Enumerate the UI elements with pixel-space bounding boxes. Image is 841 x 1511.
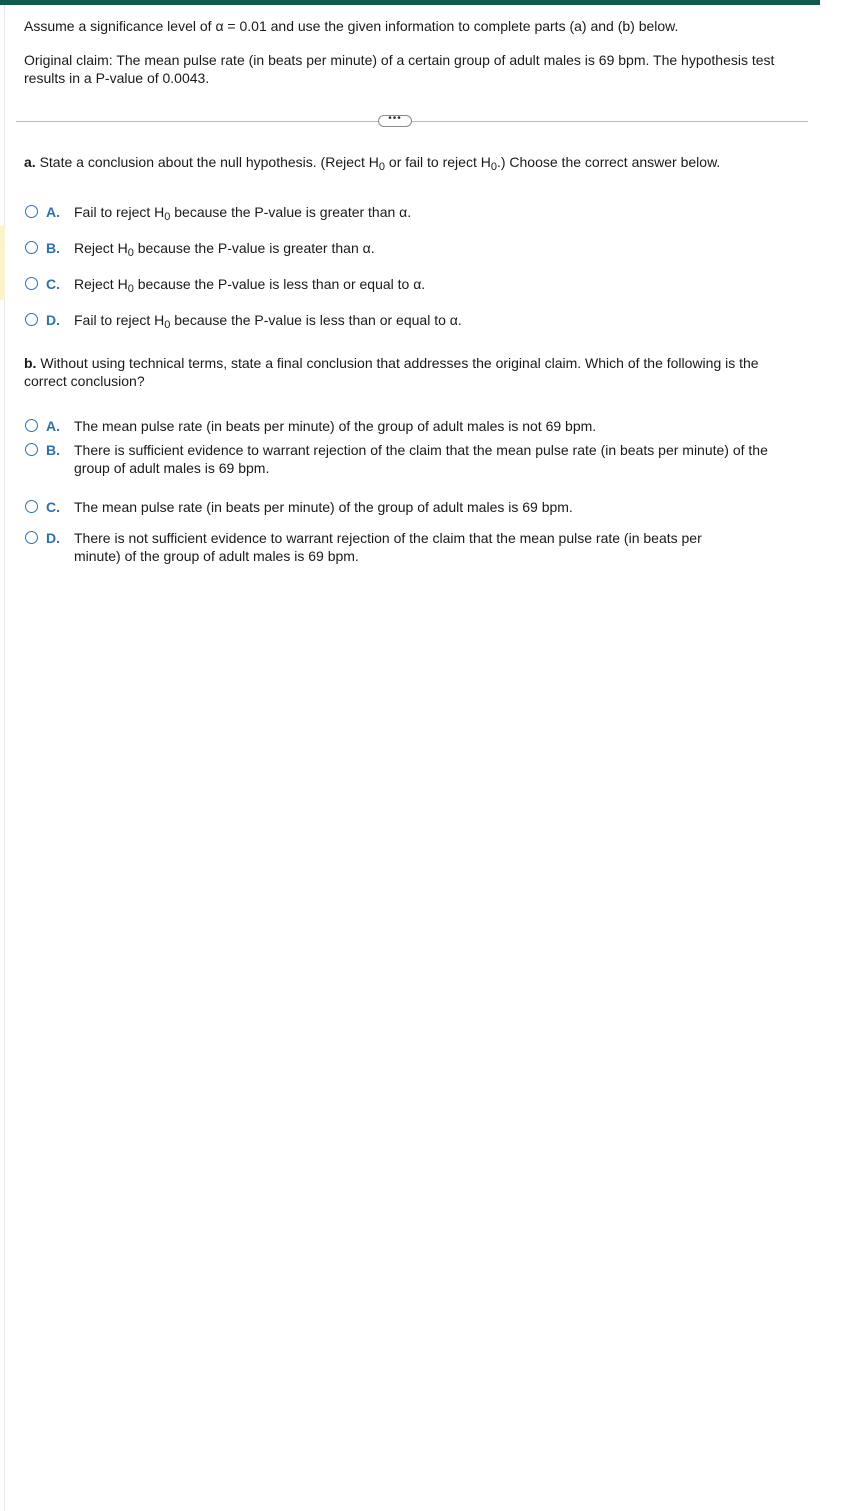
option-letter: B. bbox=[46, 240, 60, 256]
part-b-prompt-text: Without using technical terms, state a final conclusion that addresses the original claim. Which of the following is the correct conclusion? bbox=[24, 355, 759, 389]
option-text-pre: Reject H bbox=[74, 240, 128, 256]
option-letter: A. bbox=[46, 418, 60, 434]
part-a-label: a. bbox=[24, 154, 36, 170]
part-b-option-a[interactable] bbox=[24, 417, 804, 441]
option-letter: C. bbox=[46, 499, 60, 515]
section-divider bbox=[16, 121, 808, 122]
part-a-prompt bbox=[24, 153, 804, 171]
expand-more-button[interactable]: ••• bbox=[378, 115, 412, 127]
option-text: There is sufficient evidence to warrant rejection of the claim that the mean pulse rate (in beats per minute) of the group of adult males is 69 bpm. bbox=[74, 442, 768, 476]
intro-text-end: and use the given information to complete parts (a) and (b) below. bbox=[266, 18, 679, 34]
part-a-sub-2: 0 bbox=[490, 161, 497, 173]
alpha-symbol: α bbox=[215, 18, 224, 34]
option-letter: B. bbox=[46, 442, 60, 458]
radio-button-icon[interactable] bbox=[25, 531, 38, 544]
option-letter: D. bbox=[46, 530, 60, 546]
option-text: There is not sufficient evidence to warrant rejection of the claim that the mean pulse rate (in beats per minute) of the group of adult males is 69 bpm. bbox=[74, 530, 702, 564]
part-a-prompt-3: .) Choose the correct answer below. bbox=[496, 154, 721, 170]
option-letter: A. bbox=[46, 204, 60, 220]
option-text bbox=[74, 275, 804, 293]
option-text: The mean pulse rate (in beats per minute) of the group of adult males is 69 bpm. bbox=[74, 499, 573, 515]
radio-button-icon[interactable] bbox=[25, 277, 38, 290]
radio-button-icon[interactable] bbox=[25, 500, 38, 513]
part-b-option-d[interactable] bbox=[24, 529, 804, 569]
option-text: The mean pulse rate (in beats per minute) of the group of adult males is not 69 bpm. bbox=[74, 418, 597, 434]
part-a-sub-1: 0 bbox=[378, 161, 386, 173]
left-highlight-marker bbox=[0, 226, 5, 300]
radio-button-icon[interactable] bbox=[25, 419, 38, 432]
option-text bbox=[74, 311, 804, 329]
part-b-label: b. bbox=[24, 355, 37, 371]
option-text-pre: Reject H bbox=[74, 276, 128, 292]
radio-button-icon[interactable] bbox=[25, 241, 38, 254]
part-a-prompt-1: State a conclusion about the null hypothesis. (Reject H bbox=[35, 154, 379, 170]
option-sub: 0 bbox=[164, 211, 171, 223]
part-b-options bbox=[24, 417, 804, 569]
part-a-prompt-2: or fail to reject H bbox=[385, 154, 491, 170]
option-letter: D. bbox=[46, 312, 60, 328]
part-a-option-b[interactable] bbox=[24, 239, 804, 275]
option-sub: 0 bbox=[164, 319, 171, 331]
option-text-post: because the P-value is greater than α. bbox=[170, 204, 412, 220]
radio-button-icon[interactable] bbox=[25, 313, 38, 326]
alpha-value: = 0.01 bbox=[223, 18, 267, 34]
option-text-pre: Fail to reject H bbox=[74, 204, 165, 220]
option-text bbox=[74, 203, 804, 221]
original-claim: Original claim: The mean pulse rate (in beats per minute) of a certain group of adult males is 69 bpm. The hypothesis test results in a P-value of 0.0043. bbox=[24, 52, 775, 86]
option-sub: 0 bbox=[127, 283, 134, 295]
radio-button-icon[interactable] bbox=[25, 443, 38, 456]
option-text-post: because the P-value is less than or equal to α. bbox=[133, 276, 426, 292]
option-sub: 0 bbox=[127, 247, 134, 259]
part-b-option-c[interactable] bbox=[24, 498, 804, 529]
part-a-option-c[interactable] bbox=[24, 275, 804, 311]
radio-button-icon[interactable] bbox=[25, 205, 38, 218]
part-b-prompt bbox=[24, 354, 804, 390]
part-a-option-d[interactable] bbox=[24, 311, 804, 347]
option-text-pre: Fail to reject H bbox=[74, 312, 165, 328]
top-accent-bar bbox=[0, 0, 820, 5]
intro-text-start: Assume a significance level of bbox=[24, 18, 216, 34]
option-text-post: because the P-value is less than or equal to α. bbox=[170, 312, 462, 328]
part-a-option-a[interactable] bbox=[24, 203, 804, 239]
option-text-post: because the P-value is greater than α. bbox=[133, 240, 375, 256]
part-a-options bbox=[24, 203, 804, 347]
option-letter: C. bbox=[46, 276, 60, 292]
option-text bbox=[74, 239, 804, 257]
intro-text bbox=[24, 17, 804, 35]
part-b-option-b[interactable] bbox=[24, 441, 804, 498]
